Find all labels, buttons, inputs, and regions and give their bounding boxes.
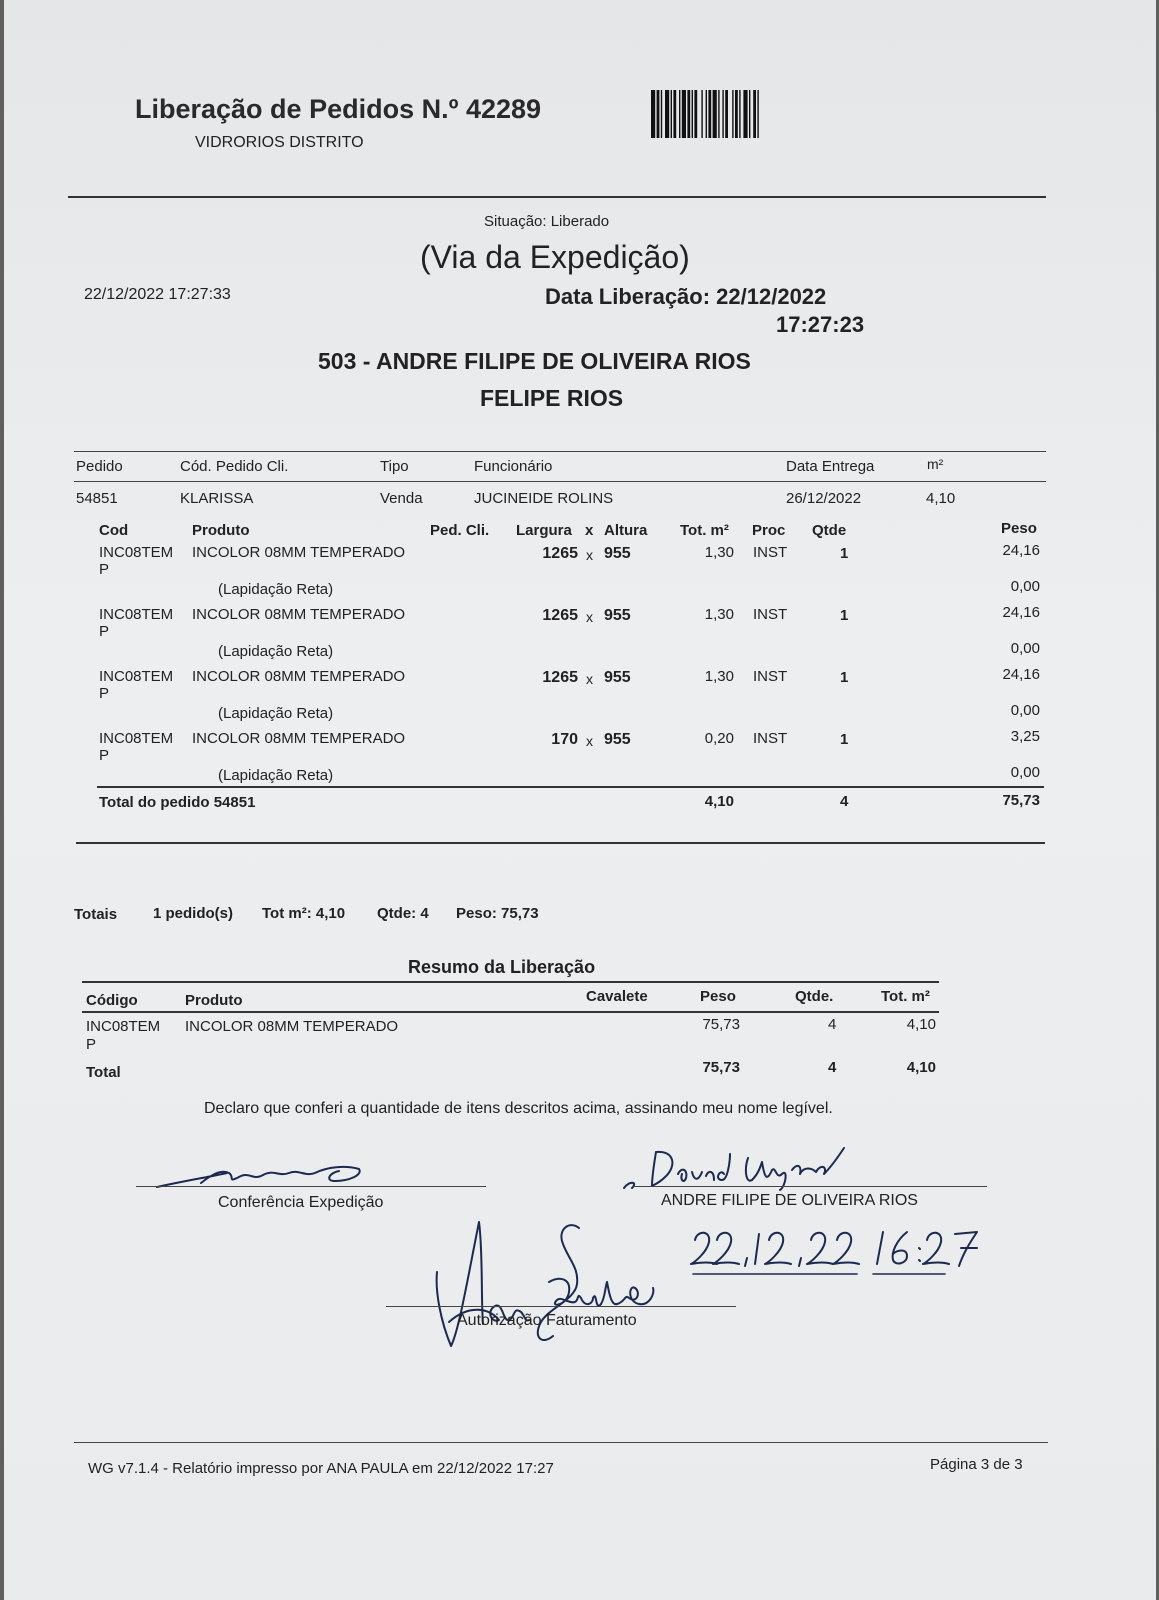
summary-peso: 75,73 bbox=[702, 1016, 740, 1033]
item-altura: 955 bbox=[604, 669, 631, 686]
col-funcionario: Funcionário bbox=[474, 458, 553, 475]
footer-page-number: Página 3 de 3 bbox=[930, 1456, 1023, 1473]
totals-pedidos: 1 pedido(s) bbox=[153, 905, 234, 922]
item-cod: INC08TEM bbox=[99, 606, 174, 623]
col-m2: m² bbox=[927, 456, 944, 472]
summary-total-qtde: 4 bbox=[828, 1059, 837, 1076]
summary-title: Resumo da Liberação bbox=[408, 957, 596, 977]
order-cod-pedido-cli: KLARISSA bbox=[180, 490, 254, 507]
declaration-text: Declaro que conferi a quantidade de itens descritos acima, assinando meu nome legível. bbox=[204, 1100, 833, 1117]
summary-codigo: INC08TEM bbox=[86, 1018, 161, 1035]
item-col-qtde: Qtde bbox=[812, 522, 847, 539]
item-sub-peso: 0,00 bbox=[1010, 578, 1040, 595]
summary-produto: INCOLOR 08MM TEMPERADO bbox=[185, 1018, 399, 1035]
item-proc: INST bbox=[753, 544, 788, 561]
summary-col-codigo: Código bbox=[86, 992, 138, 1009]
item-cod-suffix: P bbox=[99, 623, 110, 640]
autorizacao-line bbox=[386, 1306, 736, 1307]
item-col-x: x bbox=[585, 522, 594, 539]
item-proc: INST bbox=[753, 730, 788, 747]
totals-m2: Tot m²: 4,10 bbox=[262, 905, 346, 922]
item-col-ped-cli: Ped. Cli. bbox=[430, 522, 490, 539]
item-peso: 3,25 bbox=[1010, 728, 1040, 745]
summary-header-line bbox=[82, 1011, 939, 1013]
item-produto: INCOLOR 08MM TEMPERADO bbox=[192, 544, 406, 561]
order-table-bottom-line bbox=[76, 842, 1045, 844]
item-sub: (Lapidação Reta) bbox=[218, 767, 334, 784]
item-tot-m2: 1,30 bbox=[704, 668, 734, 685]
summary-col-produto: Produto bbox=[185, 992, 243, 1009]
totals-peso: Peso: 75,73 bbox=[456, 905, 539, 922]
client-name: 503 - ANDRE FILIPE DE OLIVEIRA RIOS bbox=[318, 348, 751, 374]
autorizacao-label: Autorização Faturamento bbox=[457, 1312, 637, 1329]
item-col-produto: Produto bbox=[192, 522, 250, 539]
item-altura: 955 bbox=[604, 607, 631, 624]
order-total-line bbox=[97, 786, 1044, 788]
item-sub-peso: 0,00 bbox=[1010, 702, 1040, 719]
item-tot-m2: 1,30 bbox=[704, 606, 734, 623]
item-col-peso: Peso bbox=[1001, 520, 1037, 537]
item-proc: INST bbox=[753, 668, 788, 685]
client-nickname: FELIPE RIOS bbox=[480, 385, 624, 411]
summary-col-cavalete: Cavalete bbox=[586, 988, 648, 1005]
order-header-line bbox=[74, 481, 1046, 482]
order-m2: 4,10 bbox=[926, 490, 956, 507]
client-signature-name: ANDRE FILIPE DE OLIVEIRA RIOS bbox=[661, 1192, 918, 1209]
col-pedido: Pedido bbox=[76, 458, 123, 475]
totals-label: Totais bbox=[74, 906, 118, 923]
document-title: Liberação de Pedidos N.º 42289 bbox=[135, 94, 542, 124]
item-proc: INST bbox=[753, 606, 788, 623]
item-altura: 955 bbox=[604, 731, 631, 748]
order-funcionario: JUCINEIDE ROLINS bbox=[474, 490, 614, 507]
order-total-qtde: 4 bbox=[840, 793, 849, 810]
item-produto: INCOLOR 08MM TEMPERADO bbox=[192, 668, 406, 685]
item-tot-m2: 1,30 bbox=[704, 544, 734, 561]
item-qtde: 1 bbox=[840, 545, 849, 562]
col-tipo: Tipo bbox=[380, 458, 409, 475]
item-x: x bbox=[586, 733, 593, 749]
summary-total-peso: 75,73 bbox=[702, 1059, 740, 1076]
summary-col-tot-m2: Tot. m² bbox=[881, 988, 930, 1005]
order-tipo: Venda bbox=[380, 490, 423, 507]
footer-report-info: WG v7.1.4 - Relatório impresso por ANA PAULA em 22/12/2022 17:27 bbox=[88, 1460, 554, 1477]
item-peso: 24,16 bbox=[1002, 604, 1040, 621]
conferencia-line bbox=[136, 1186, 486, 1187]
item-altura: 955 bbox=[604, 545, 631, 562]
item-tot-m2: 0,20 bbox=[704, 730, 734, 747]
summary-codigo-suffix: P bbox=[86, 1036, 97, 1053]
company-name: VIDRORIOS DISTRITO bbox=[195, 134, 364, 151]
summary-top-line bbox=[82, 981, 939, 983]
item-largura: 170 bbox=[551, 731, 578, 748]
item-sub: (Lapidação Reta) bbox=[218, 643, 334, 660]
item-col-largura: Largura bbox=[516, 522, 572, 539]
item-sub-peso: 0,00 bbox=[1010, 640, 1040, 657]
item-peso: 24,16 bbox=[1002, 666, 1040, 683]
client-signature-line bbox=[633, 1186, 987, 1187]
release-time: 17:27:23 bbox=[776, 312, 865, 337]
item-cod-suffix: P bbox=[99, 685, 110, 702]
item-col-cod: Cod bbox=[99, 522, 129, 539]
item-sub: (Lapidação Reta) bbox=[218, 581, 334, 598]
item-cod-suffix: P bbox=[99, 561, 110, 578]
item-x: x bbox=[586, 609, 593, 625]
item-cod: INC08TEM bbox=[99, 730, 174, 747]
totals-qtde: Qtde: 4 bbox=[377, 905, 429, 922]
release-date: Data Liberação: 22/12/2022 bbox=[545, 284, 827, 309]
via-label: (Via da Expedição) bbox=[420, 239, 690, 275]
order-data-entrega: 26/12/2022 bbox=[786, 490, 862, 507]
item-peso: 24,16 bbox=[1002, 542, 1040, 559]
item-largura: 1265 bbox=[542, 545, 578, 562]
item-x: x bbox=[586, 671, 593, 687]
order-total-m2: 4,10 bbox=[704, 793, 734, 810]
handwritten-date bbox=[687, 1222, 987, 1280]
order-pedido: 54851 bbox=[76, 490, 118, 507]
barcode bbox=[649, 90, 824, 140]
summary-qtde: 4 bbox=[828, 1016, 837, 1033]
col-cod-pedido-cli: Cód. Pedido Cli. bbox=[180, 458, 289, 475]
item-largura: 1265 bbox=[542, 607, 578, 624]
item-largura: 1265 bbox=[542, 669, 578, 686]
item-sub: (Lapidação Reta) bbox=[218, 705, 334, 722]
item-x: x bbox=[586, 547, 593, 563]
order-total-label: Total do pedido 54851 bbox=[99, 794, 256, 811]
item-cod: INC08TEM bbox=[99, 668, 174, 685]
item-col-tot-m2: Tot. m² bbox=[680, 522, 729, 539]
item-qtde: 1 bbox=[840, 607, 849, 624]
conferencia-signature bbox=[149, 1155, 369, 1195]
order-table-top-line bbox=[74, 451, 1046, 452]
summary-tot-m2: 4,10 bbox=[906, 1016, 936, 1033]
summary-total-label: Total bbox=[86, 1064, 121, 1081]
document-page bbox=[4, 0, 1156, 1600]
col-data-entrega: Data Entrega bbox=[786, 458, 875, 475]
header-divider bbox=[68, 196, 1046, 198]
footer-line bbox=[74, 1442, 1048, 1443]
conferencia-label: Conferência Expedição bbox=[218, 1194, 384, 1211]
item-col-altura: Altura bbox=[604, 522, 648, 539]
item-qtde: 1 bbox=[840, 731, 849, 748]
item-cod-suffix: P bbox=[99, 747, 110, 764]
item-sub-peso: 0,00 bbox=[1010, 764, 1040, 781]
item-produto: INCOLOR 08MM TEMPERADO bbox=[192, 730, 406, 747]
print-datetime: 22/12/2022 17:27:33 bbox=[84, 286, 231, 303]
item-qtde: 1 bbox=[840, 669, 849, 686]
summary-total-m2: 4,10 bbox=[906, 1059, 936, 1076]
autorizacao-signature bbox=[429, 1212, 669, 1352]
order-total-peso: 75,73 bbox=[1002, 792, 1040, 809]
item-cod: INC08TEM bbox=[99, 544, 174, 561]
summary-col-peso: Peso bbox=[700, 988, 736, 1005]
item-produto: INCOLOR 08MM TEMPERADO bbox=[192, 606, 406, 623]
item-col-proc: Proc bbox=[752, 522, 786, 539]
status-text: Situação: Liberado bbox=[484, 213, 610, 230]
summary-col-qtde: Qtde. bbox=[795, 988, 834, 1005]
